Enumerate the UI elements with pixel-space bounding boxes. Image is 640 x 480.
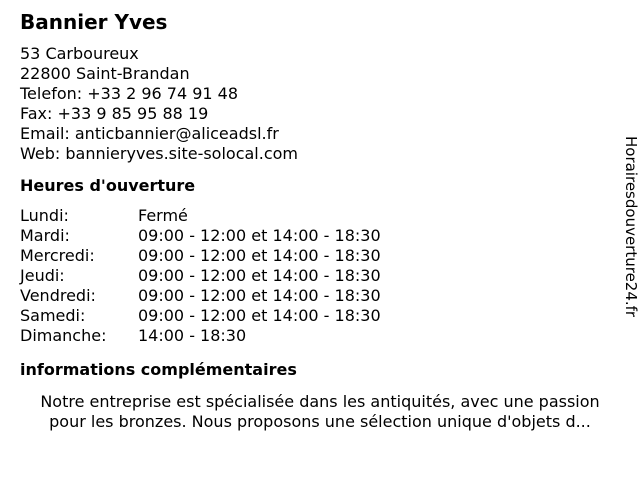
hours-time: 09:00 - 12:00 et 14:00 - 18:30 [138, 266, 381, 285]
business-card [20, 10, 620, 432]
hours-day: Jeudi: [20, 266, 65, 285]
hours-row-mercredi [20, 246, 620, 266]
hours-day: Mercredi: [20, 246, 95, 265]
contact-block [20, 44, 620, 164]
phone-number: Telefon: +33 2 96 74 91 48 [20, 84, 239, 103]
opening-hours-heading: Heures d'ouverture [20, 176, 196, 195]
hours-time: 14:00 - 18:30 [138, 326, 247, 345]
hours-day: Mardi: [20, 226, 70, 245]
site-watermark [622, 136, 640, 372]
hours-day: Samedi: [20, 306, 86, 325]
hours-row-dimanche [20, 326, 620, 346]
opening-hours-table [20, 206, 620, 346]
hours-row-vendredi [20, 286, 620, 306]
website: Web: bannieryves.site-solocal.com [20, 144, 299, 163]
hours-time: 09:00 - 12:00 et 14:00 - 18:30 [138, 306, 381, 325]
hours-row-mardi [20, 226, 620, 246]
hours-row-samedi [20, 306, 620, 326]
business-name: Bannier Yves [20, 10, 168, 34]
hours-day: Dimanche: [20, 326, 107, 345]
additional-info-heading: informations complémentaires [20, 360, 297, 379]
hours-day: Lundi: [20, 206, 69, 225]
address-city: 22800 Saint-Brandan [20, 64, 190, 83]
hours-row-lundi [20, 206, 620, 226]
site-watermark-text: Horairesdouverture24.fr [622, 136, 640, 318]
info-line: pour les bronzes. Nous proposons une sélection unique d'objets d... [49, 412, 591, 431]
hours-time: Fermé [138, 206, 188, 225]
hours-time: 09:00 - 12:00 et 14:00 - 18:30 [138, 226, 381, 245]
fax-number: Fax: +33 9 85 95 88 19 [20, 104, 209, 123]
hours-row-jeudi [20, 266, 620, 286]
hours-time: 09:00 - 12:00 et 14:00 - 18:30 [138, 286, 381, 305]
info-line: Notre entreprise est spécialisée dans les antiquités, avec une passion [40, 392, 600, 411]
address-street: 53 Carboureux [20, 44, 139, 63]
hours-day: Vendredi: [20, 286, 96, 305]
hours-time: 09:00 - 12:00 et 14:00 - 18:30 [138, 246, 381, 265]
email-address: Email: anticbannier@aliceadsl.fr [20, 124, 279, 143]
additional-info-text [20, 392, 620, 432]
